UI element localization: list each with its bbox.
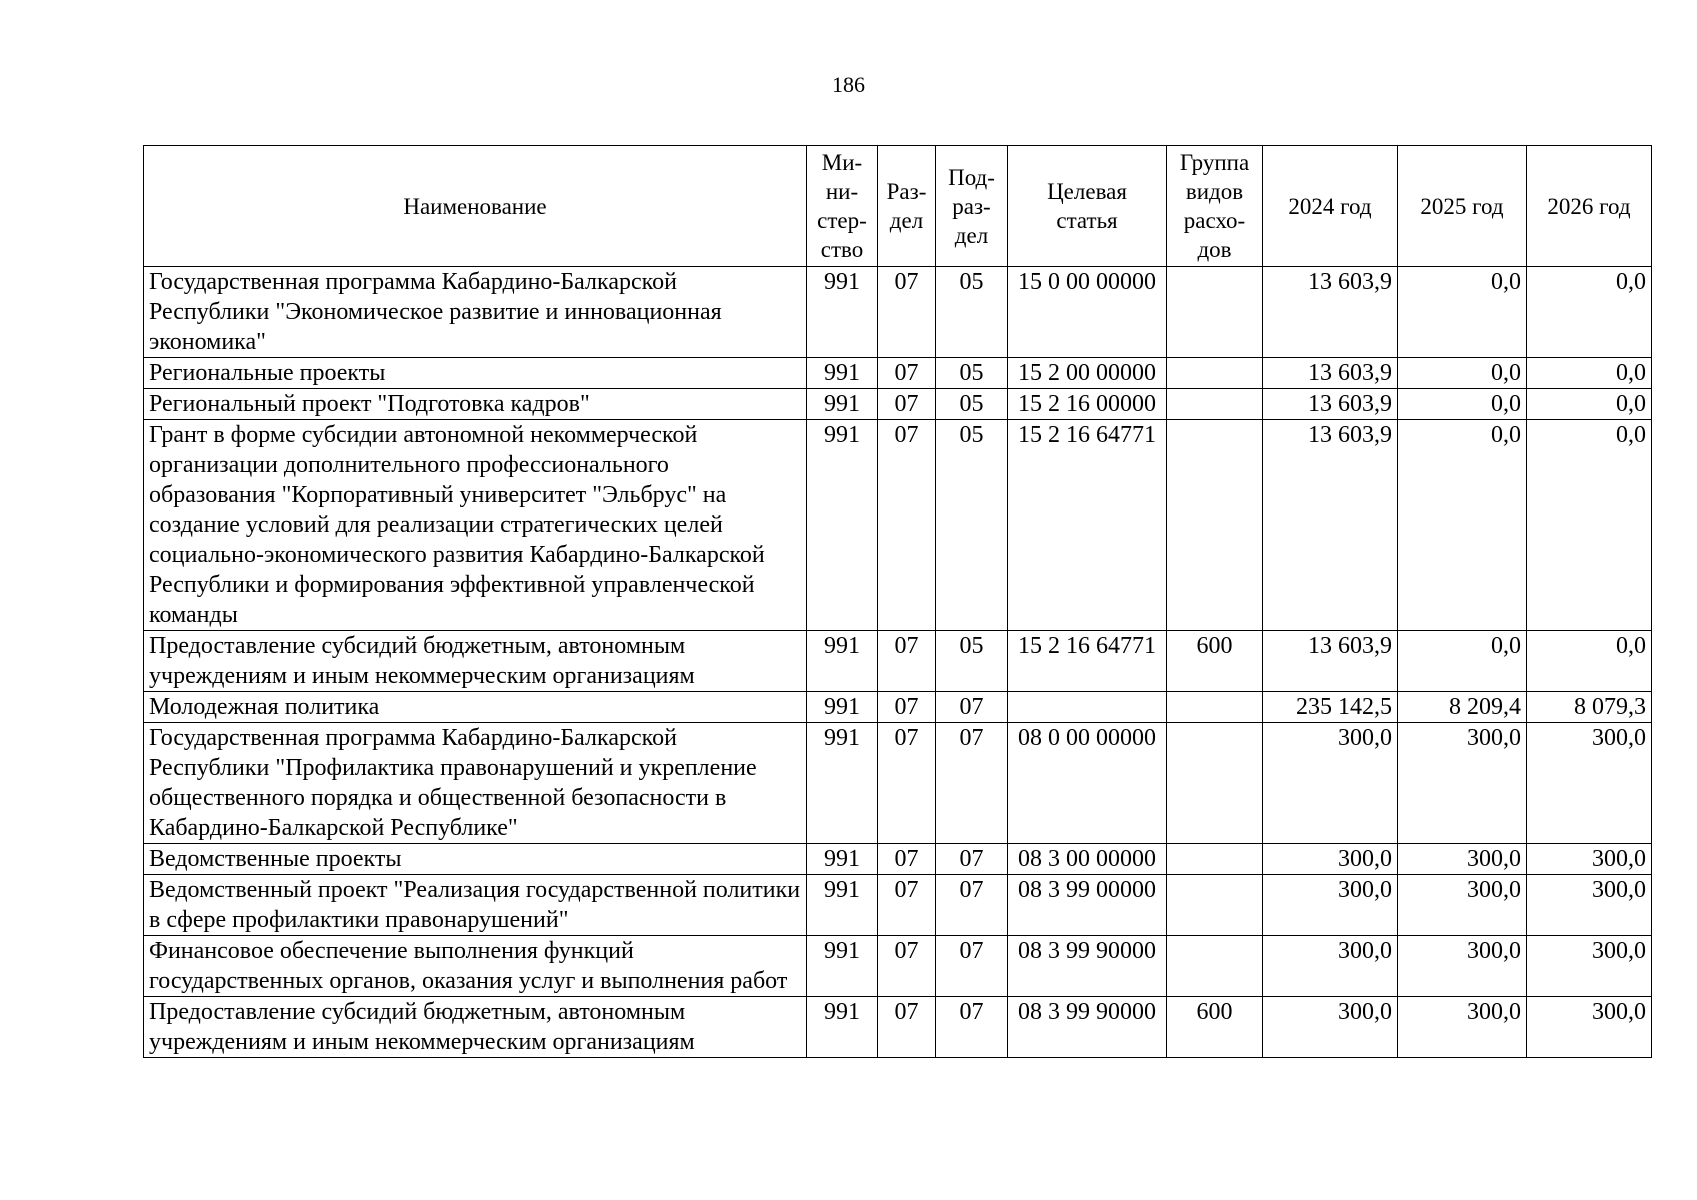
cell-subsection: 05 [936, 631, 1008, 692]
cell-year-2025: 8 209,4 [1398, 692, 1527, 723]
table-row [144, 875, 1652, 936]
cell-ministry: 991 [807, 389, 878, 420]
cell-year-2024: 13 603,9 [1263, 420, 1398, 631]
cell-subsection: 05 [936, 358, 1008, 389]
header-year-2025: 2025 год [1398, 146, 1527, 267]
cell-ministry: 991 [807, 631, 878, 692]
cell-year-2026: 300,0 [1527, 844, 1652, 875]
header-subsection: Под- раз- дел [936, 146, 1008, 267]
cell-name: Региональный проект "Подготовка кадров" [144, 389, 807, 420]
cell-target-article: 08 3 99 90000 [1008, 936, 1167, 997]
cell-expense-group: 600 [1167, 997, 1263, 1058]
cell-expense-group [1167, 936, 1263, 997]
cell-target-article: 15 2 16 64771 [1008, 420, 1167, 631]
cell-ministry: 991 [807, 875, 878, 936]
cell-section: 07 [878, 420, 936, 631]
cell-name: Ведомственный проект "Реализация государственной политики в сфере профилактики правонарушений" [144, 875, 807, 936]
cell-section: 07 [878, 875, 936, 936]
cell-name: Финансовое обеспечение выполнения функций государственных органов, оказания услуг и выполнения работ [144, 936, 807, 997]
cell-year-2025: 0,0 [1398, 267, 1527, 358]
cell-subsection: 05 [936, 420, 1008, 631]
cell-name: Государственная программа Кабардино-Балкарской Республики "Профилактика правонарушений и укрепление общественного порядка и общественной безопасности в Кабардино-Балкарской Республике" [144, 723, 807, 844]
cell-year-2025: 300,0 [1398, 936, 1527, 997]
table-body [144, 267, 1652, 1058]
cell-subsection: 07 [936, 997, 1008, 1058]
table-row [144, 631, 1652, 692]
cell-name: Государственная программа Кабардино-Балкарской Республики "Экономическое развитие и инновационная экономика" [144, 267, 807, 358]
table-row [144, 420, 1652, 631]
cell-section: 07 [878, 631, 936, 692]
cell-year-2024: 300,0 [1263, 936, 1398, 997]
header-section: Раз- дел [878, 146, 936, 267]
cell-ministry: 991 [807, 420, 878, 631]
cell-expense-group [1167, 723, 1263, 844]
table-row [144, 936, 1652, 997]
cell-ministry: 991 [807, 997, 878, 1058]
cell-year-2026: 8 079,3 [1527, 692, 1652, 723]
cell-name: Региональные проекты [144, 358, 807, 389]
cell-year-2026: 0,0 [1527, 389, 1652, 420]
cell-name: Предоставление субсидий бюджетным, автономным учреждениям и иным некоммерческим организациям [144, 631, 807, 692]
header-expense-group: Группа видов расхо- дов [1167, 146, 1263, 267]
cell-year-2024: 13 603,9 [1263, 267, 1398, 358]
cell-year-2025: 0,0 [1398, 389, 1527, 420]
cell-year-2024: 300,0 [1263, 723, 1398, 844]
cell-expense-group [1167, 692, 1263, 723]
cell-expense-group [1167, 358, 1263, 389]
cell-section: 07 [878, 936, 936, 997]
table-row [144, 844, 1652, 875]
cell-year-2024: 13 603,9 [1263, 389, 1398, 420]
cell-year-2026: 0,0 [1527, 358, 1652, 389]
cell-section: 07 [878, 997, 936, 1058]
cell-target-article: 08 3 00 00000 [1008, 844, 1167, 875]
cell-expense-group [1167, 389, 1263, 420]
cell-ministry: 991 [807, 692, 878, 723]
cell-subsection: 07 [936, 692, 1008, 723]
header-ministry: Ми- ни- стер- ство [807, 146, 878, 267]
cell-year-2025: 300,0 [1398, 997, 1527, 1058]
cell-year-2025: 300,0 [1398, 844, 1527, 875]
cell-year-2025: 0,0 [1398, 631, 1527, 692]
cell-subsection: 07 [936, 936, 1008, 997]
cell-year-2025: 0,0 [1398, 420, 1527, 631]
cell-target-article: 15 2 16 00000 [1008, 389, 1167, 420]
cell-year-2025: 300,0 [1398, 723, 1527, 844]
cell-expense-group [1167, 844, 1263, 875]
cell-expense-group [1167, 420, 1263, 631]
cell-year-2026: 300,0 [1527, 997, 1652, 1058]
header-year-2026: 2026 год [1527, 146, 1652, 267]
table-row [144, 723, 1652, 844]
cell-subsection: 07 [936, 723, 1008, 844]
table-row [144, 358, 1652, 389]
cell-section: 07 [878, 267, 936, 358]
cell-ministry: 991 [807, 267, 878, 358]
cell-expense-group [1167, 267, 1263, 358]
cell-year-2025: 0,0 [1398, 358, 1527, 389]
cell-target-article: 15 2 16 64771 [1008, 631, 1167, 692]
cell-section: 07 [878, 844, 936, 875]
cell-target-article [1008, 692, 1167, 723]
table-header-row [144, 146, 1652, 267]
cell-target-article: 15 2 00 00000 [1008, 358, 1167, 389]
table-row [144, 389, 1652, 420]
cell-ministry: 991 [807, 844, 878, 875]
cell-subsection: 05 [936, 267, 1008, 358]
cell-name: Молодежная политика [144, 692, 807, 723]
cell-subsection: 05 [936, 389, 1008, 420]
cell-expense-group [1167, 875, 1263, 936]
cell-year-2024: 300,0 [1263, 844, 1398, 875]
cell-name: Грант в форме субсидии автономной некоммерческой организации дополнительного профессионального образования "Корпоративный университет "Эльбрус" на создание условий для реализации стратегических целей социально-экономического развития Кабардино-Балкарской Республики и формирования эффективной управленческой команды [144, 420, 807, 631]
cell-year-2026: 0,0 [1527, 267, 1652, 358]
cell-subsection: 07 [936, 875, 1008, 936]
cell-subsection: 07 [936, 844, 1008, 875]
page-number: 186 [832, 72, 865, 97]
cell-name: Предоставление субсидий бюджетным, автономным учреждениям и иным некоммерческим организациям [144, 997, 807, 1058]
cell-year-2024: 300,0 [1263, 997, 1398, 1058]
cell-ministry: 991 [807, 936, 878, 997]
cell-year-2026: 0,0 [1527, 420, 1652, 631]
header-year-2024: 2024 год [1263, 146, 1398, 267]
cell-year-2024: 13 603,9 [1263, 631, 1398, 692]
cell-target-article: 15 0 00 00000 [1008, 267, 1167, 358]
cell-name: Ведомственные проекты [144, 844, 807, 875]
header-name: Наименование [144, 146, 807, 267]
cell-year-2024: 235 142,5 [1263, 692, 1398, 723]
cell-year-2025: 300,0 [1398, 875, 1527, 936]
cell-target-article: 08 3 99 90000 [1008, 997, 1167, 1058]
cell-year-2024: 300,0 [1263, 875, 1398, 936]
table-row [144, 267, 1652, 358]
cell-expense-group: 600 [1167, 631, 1263, 692]
cell-year-2024: 13 603,9 [1263, 358, 1398, 389]
cell-target-article: 08 0 00 00000 [1008, 723, 1167, 844]
cell-section: 07 [878, 358, 936, 389]
cell-ministry: 991 [807, 723, 878, 844]
cell-year-2026: 0,0 [1527, 631, 1652, 692]
cell-year-2026: 300,0 [1527, 723, 1652, 844]
cell-year-2026: 300,0 [1527, 875, 1652, 936]
budget-table [143, 145, 1652, 1058]
cell-section: 07 [878, 389, 936, 420]
cell-target-article: 08 3 99 00000 [1008, 875, 1167, 936]
cell-section: 07 [878, 723, 936, 844]
cell-ministry: 991 [807, 358, 878, 389]
cell-section: 07 [878, 692, 936, 723]
table-row [144, 692, 1652, 723]
header-target-article: Целевая статья [1008, 146, 1167, 267]
table-row [144, 997, 1652, 1058]
cell-year-2026: 300,0 [1527, 936, 1652, 997]
